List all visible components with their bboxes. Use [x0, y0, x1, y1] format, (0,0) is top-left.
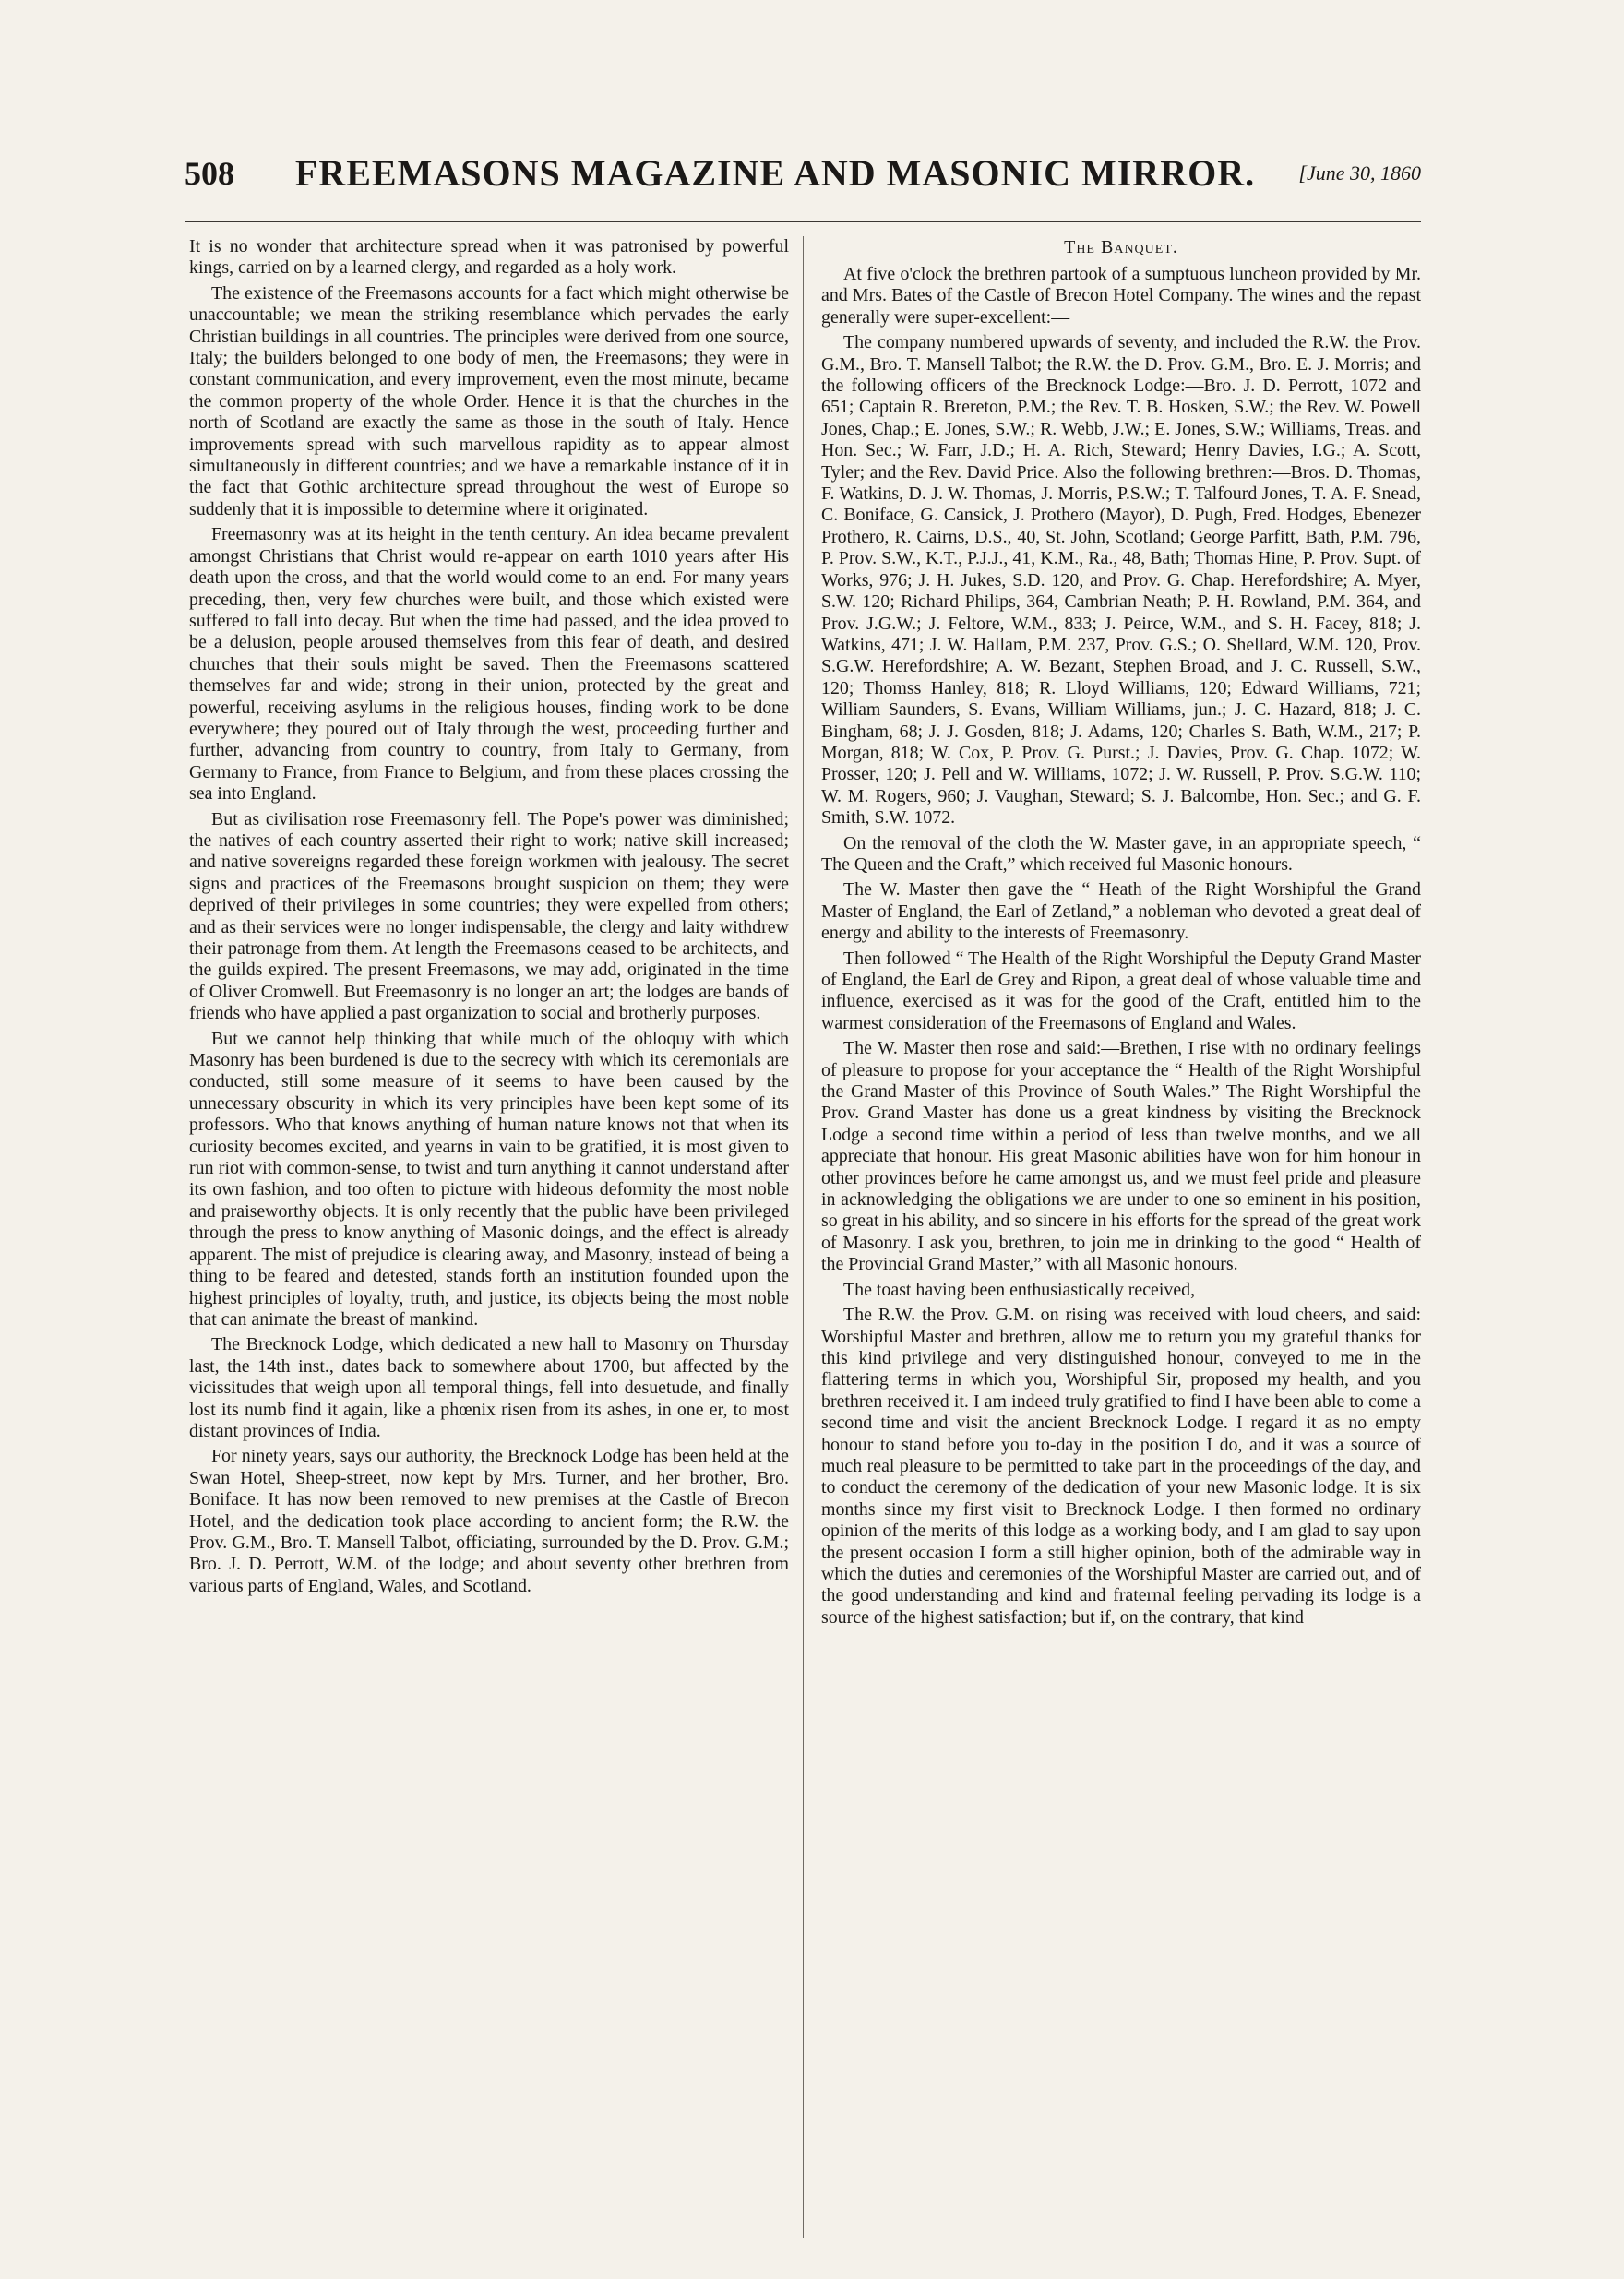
- paragraph: But we cannot help thinking that while much of the obloquy with which Masonry has been burdened is due to the secrecy with which its ceremonials are conducted, still some measure of it seems to have been caused by the unnecessary obscurity in which its very principles have been kept some of its professors. Who that knows anything of human nature knows not that when its curiosity becomes excited, and yearns in vain to be gratified, it is most given to run riot with common-sense, to twist and turn anything it cannot understand after its own fashion, and too often to picture with hideous deformity the most noble and praiseworthy objects. It is only recently that the public have been privileged through the press to know anything of Masonic doings, and the effect is already apparent. The mist of prejudice is clearing away, and Masonry, instead of being a thing to be feared and detested, stands forth an institution founded upon the highest principles of loyalty, truth, and justice, its objects being the most noble that can animate the breast of mankind.: [189, 1028, 789, 1330]
- paragraph: Freemasonry was at its height in the tenth century. An idea became prevalent amongst Christians that Christ would re-appear on earth 1010 years after His death upon the cross, and that the world would come to an end. For many years preceding, then, very few churches were built, and those which existed were suffered to fall into decay. But when the time had passed, and the idea proved to be a delusion, people aroused themselves from this fear of death, and desired churches that their souls might be saved. Then the Freemasons scattered themselves far and wide; strong in their union, protected by the great and powerful, receiving asylums in the religious houses, finding work to be done everywhere; they poured out of Italy through the west, proceeding further and further, advancing from country to country, from Italy to Germany, from Germany to France, from France to Belgium, and from these places crossing the sea into England.: [189, 524, 789, 805]
- paragraph: Then followed “ The Health of the Right Worshipful the Deputy Grand Master of England, the Earl de Grey and Ripon, a great deal of whose valuable time and influence, exercised as it was for the good of the Craft, entitled him to the warmest consideration of the Freemasons of England and Wales.: [821, 948, 1421, 1033]
- header-rule: [185, 221, 1421, 222]
- paragraph: The R.W. the Prov. G.M. on rising was received with loud cheers, and said: Worshipful Master and brethren, allow me to return you my grateful thanks for this kind privilege and very distinguished honour, conveyed to me in the flattering terms in which you, Worshipful Sir, proposed my health, and you brethren received it. I am indeed truly gratified to find I have been able to come a second time and visit the ancient Brecknock Lodge. I regard it as no empty honour to stand before you to-day in the position I do, and it was a source of much real pleasure to be permitted to take part in the proceedings of the day, and to conduct the ceremony of the dedication of your new Masonic lodge. It is six months since my first visit to Brecknock Lodge. I then formed no ordinary opinion of the merits of this lodge as a working body, and I am glad to say upon the present occasion I form a still higher opinion, both of the admirable way in which the duties and ceremonies of the Worshipful Master are carried out, and of the good understanding and kind and fraternal feeling pervading its lodge is a source of the highest satisfaction; but if, on the contrary, that kind: [821, 1305, 1421, 1628]
- masthead-title: FREEMASONS MAGAZINE AND MASONIC MIRROR.: [294, 152, 1256, 194]
- issue-date: [June 30, 1860: [1298, 161, 1421, 185]
- paragraph: The existence of the Freemasons accounts for a fact which might otherwise be unaccountable; we mean the striking resemblance which pervades the early Christian buildings in all countries. The principles were derived from one source, Italy; the builders belonged to one body of men, the Freemasons; they were in constant communication, and every improvement, even the most minute, became the common property of the whole Order. Hence it is that the churches in the north of Scotland are exactly the same as those in the south of Italy. Hence improvements spread with such marvellous rapidity as to appear almost simultaneously in different countries; and we have a remarkable instance of it in the fact that Gothic architecture spread throughout the west of Europe so suddenly that it is impossible to determine where it originated.: [189, 282, 789, 519]
- paragraph: The company numbered upwards of seventy, and included the R.W. the Prov. G.M., Bro. T. Mansell Talbot; the R.W. the D. Prov. G.M., Bro. E. J. Morris; and the following officers of the Brecknock Lodge:—Bro. J. D. Perrott, 1072 and 651; Captain R. Brereton, P.M.; the Rev. T. B. Hosken, S.W.; the Rev. W. Powell Jones, Chap.; E. Jones, S.W.; R. Webb, J.W.; E. Jones, S.W.; Williams, Treas. and Hon. Sec.; W. Farr, J.D.; H. A. Rich, Steward; Henry Davies, I.G.; A. Scott, Tyler; and the Rev. David Price. Also the following brethren:—Bros. D. Thomas, F. Watkins, D. J. W. Thomas, J. Morris, P.S.W.; T. Talfourd Jones, T. A. F. Snead, C. Boniface, G. Cansick, J. Prothero (Mayor), D. Pugh, Fred. Hodges, Ebenezer Prothero, R. Cairns, D.S., 40, St. John, Scotland; George Parfitt, Bath, P.M. 796, P. Prov. S.W., K.T., P.J.J., 41, K.M., Ra., 48, Bath; Thomas Hine, P. Prov. Supt. of Works, 976; J. H. Jukes, S.D. 120, and Prov. G. Chap. Herefordshire; A. Myer, S.W. 120; Richard Philips, 364, Cambrian Neath; P. H. Rowland, P.M. 364, and Prov. J.G.W.; J. Feltore, W.M., 833; J. Peirce, W.M., and S. H. Facey, 818; J. Watkins, 471; J. W. Hallam, P.M. 237, Prov. G.S.; O. Shellard, W.M. 120, Prov. S.G.W. Herefordshire; A. W. Bezant, Stephen Broad, and J. C. Russell, S.W., 120; Thomss Hanley, 818; R. Lloyd Williams, 120; Edward Williams, 721; William Saunders, S. Evans, William Williams, jun.; J. C. Hazard, 818; J. C. Bingham, 68; J. J. Gosden, 818; J. Adams, 120; Charles S. Bath, W.M., 217; P. Morgan, 818; W. Cox, P. Prov. G. Purst.; J. Davies, Prov. G. Chap. 1072; W. Prosser, 120; J. Pell and W. Williams, 1072; J. W. Russell, P. Prov. S.G.W. 110; W. M. Rogers, 960; J. Vaughan, Steward; S. J. Balcombe, Hon. Sec.; and G. F. Smith, S.W. 1072.: [821, 332, 1421, 829]
- paragraph: The W. Master then rose and said:—Brethen, I rise with no ordinary feelings of pleasure to propose for your acceptance the “ Health of the Right Worshipful the Grand Master of this Province of South Wales.” The Right Worshipful the Prov. Grand Master has done us a great kindness by visiting the Brecknock Lodge a second time within a period of less than twelve months, and we all appreciate that honour. His great Masonic abilities have won for him honour in other provinces before he came amongst us, and we must feel pride and pleasure in acknowledging the obligations we are under to one so eminent in his position, so great in his ability, and so sincere in his efforts for the spread of the great work of Masonry. I ask you, brethren, to join me in drinking to the good “ Health of the Provincial Grand Master,” with all Masonic honours.: [821, 1038, 1421, 1275]
- paragraph: For ninety years, says our authority, the Brecknock Lodge has been held at the Swan Hotel, Sheep-street, now kept by Mrs. Turner, and her brother, Bro. Boniface. It has now been removed to new premises at the Castle of Brecon Hotel, and the dedication took place according to ancient form; the R.W. the Prov. G.M., Bro. T. Mansell Talbot, officiating, surrounded by the D. Prov. G.M.; Bro. J. D. Perrott, W.M. of the lodge; and about seventy other brethren from various parts of England, Wales, and Scotland.: [189, 1446, 789, 1596]
- page-header: [185, 152, 1421, 220]
- page-number: 508: [185, 155, 234, 192]
- paragraph: At five o'clock the brethren partook of a sumptuous luncheon provided by Mr. and Mrs. Bates of the Castle of Brecon Hotel Company. The wines and the repast generally were super-excellent:—: [821, 264, 1421, 328]
- section-heading: The Banquet.: [1064, 237, 1178, 257]
- left-column: [189, 236, 789, 2248]
- paragraph: On the removal of the cloth the W. Master gave, in an appropriate speech, “ The Queen and the Craft,” which received ful Masonic honours.: [821, 832, 1421, 875]
- paragraph: The W. Master then gave the “ Heath of the Right Worshipful the Grand Master of England, the Earl of Zetland,” a nobleman who devoted a great deal of energy and ability to the interests of Freemasonry.: [821, 879, 1421, 944]
- paragraph: But as civilisation rose Freemasonry fell. The Pope's power was diminished; the natives of each country asserted their right to work; native skill increased; and native sovereigns regarded these foreign workmen with jealousy. The secret signs and practices of the Freemasons brought suspicion on them; they were deprived of their privileges in some countries; they were expelled from others; and as their services were no longer indispensable, the clergy and laity withdrew their patronage from them. At length the Freemasons ceased to be architects, and the guilds expired. The present Freemasons, we may add, originated in the time of Oliver Cromwell. But Freemasonry is no longer an art; the lodges are bands of friends who have applied a past organization to social and brotherly purposes.: [189, 808, 789, 1024]
- right-column: [821, 236, 1421, 2248]
- paragraph: It is no wonder that architecture spread when it was patronised by powerful kings, carried on by a learned clergy, and regarded as a holy work.: [189, 236, 789, 279]
- column-divider: [803, 236, 804, 2238]
- paragraph: The toast having been enthusiastically received,: [843, 1279, 1196, 1300]
- paragraph: The Brecknock Lodge, which dedicated a new hall to Masonry on Thursday last, the 14th inst., dates back to somewhere about 1700, but affected by the vicissitudes that weigh upon all temporal things, fell into desuetude, and finally lost its numb find it again, like a phœnix risen from its ashes, in one er, to most distant provinces of India.: [189, 1334, 789, 1441]
